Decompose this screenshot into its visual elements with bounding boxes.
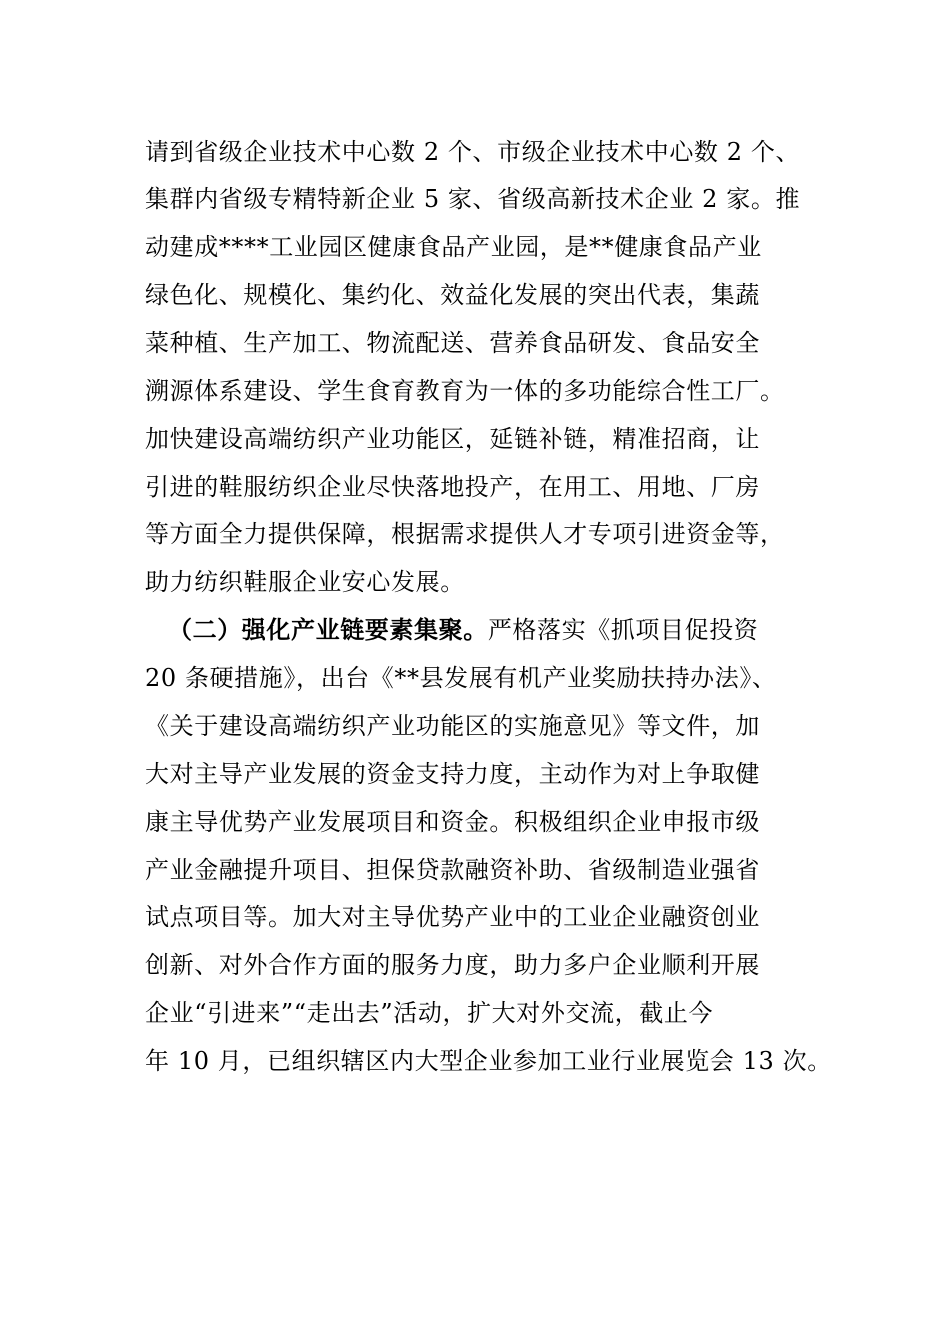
text-line: 加快建设高端纺织产业功能区，延链补链，精准招商，让 xyxy=(145,425,760,453)
text-line: 《关于建设高端纺织产业功能区的实施意见》等文件，加 xyxy=(145,712,760,740)
text-line: 创新、对外合作方面的服务力度，助力多户企业顺利开展 xyxy=(145,951,760,979)
text-span: 严格落实《抓项目促投资 xyxy=(487,616,759,644)
text-line: 绿色化、规模化、集约化、效益化发展的突出代表，集蔬 xyxy=(145,281,760,309)
text-line: 溯源体系建设、学生食育教育为一体的多功能综合性工厂。 xyxy=(145,377,785,405)
text-line: 请到省级企业技术中心数 2 个、市级企业技术中心数 2 个、 xyxy=(145,138,801,166)
text-line: 动建成****工业园区健康食品产业园，是**健康食品产业 xyxy=(145,233,762,261)
text-line: 等方面全力提供保障，根据需求提供人才专项引进资金等， xyxy=(145,520,785,548)
text-line: 助力纺织鞋服企业安心发展。 xyxy=(145,568,465,596)
text-line: 引进的鞋服纺织企业尽快落地投产，在用工、用地、厂房 xyxy=(145,473,760,501)
text-line: 20 条硬措施》，出台《**县发展有机产业奖励扶持办法》、 xyxy=(145,664,777,692)
text-line: 试点项目等。加大对主导优势产业中的工业企业融资创业 xyxy=(145,903,760,931)
paragraph-first-line xyxy=(168,615,758,645)
text-line: 菜种植、生产加工、物流配送、营养食品研发、食品安全 xyxy=(145,329,760,357)
section-heading: （二）强化产业链要素集聚。 xyxy=(168,615,488,644)
text-line: 康主导优势产业发展项目和资金。积极组织企业申报市级 xyxy=(145,808,760,836)
text-line: 年 10 月，已组织辖区内大型企业参加工业行业展览会 13 次。 xyxy=(145,1047,832,1075)
text-line: 企业“引进来”“走出去”活动，扩大对外交流，截止今 xyxy=(145,999,714,1027)
text-line: 产业金融提升项目、担保贷款融资补助、省级制造业强省 xyxy=(145,856,760,884)
text-line: 集群内省级专精特新企业 5 家、省级高新技术企业 2 家。推 xyxy=(145,185,801,213)
text-line: 大对主导产业发展的资金支持力度，主动作为对上争取健 xyxy=(145,760,760,788)
